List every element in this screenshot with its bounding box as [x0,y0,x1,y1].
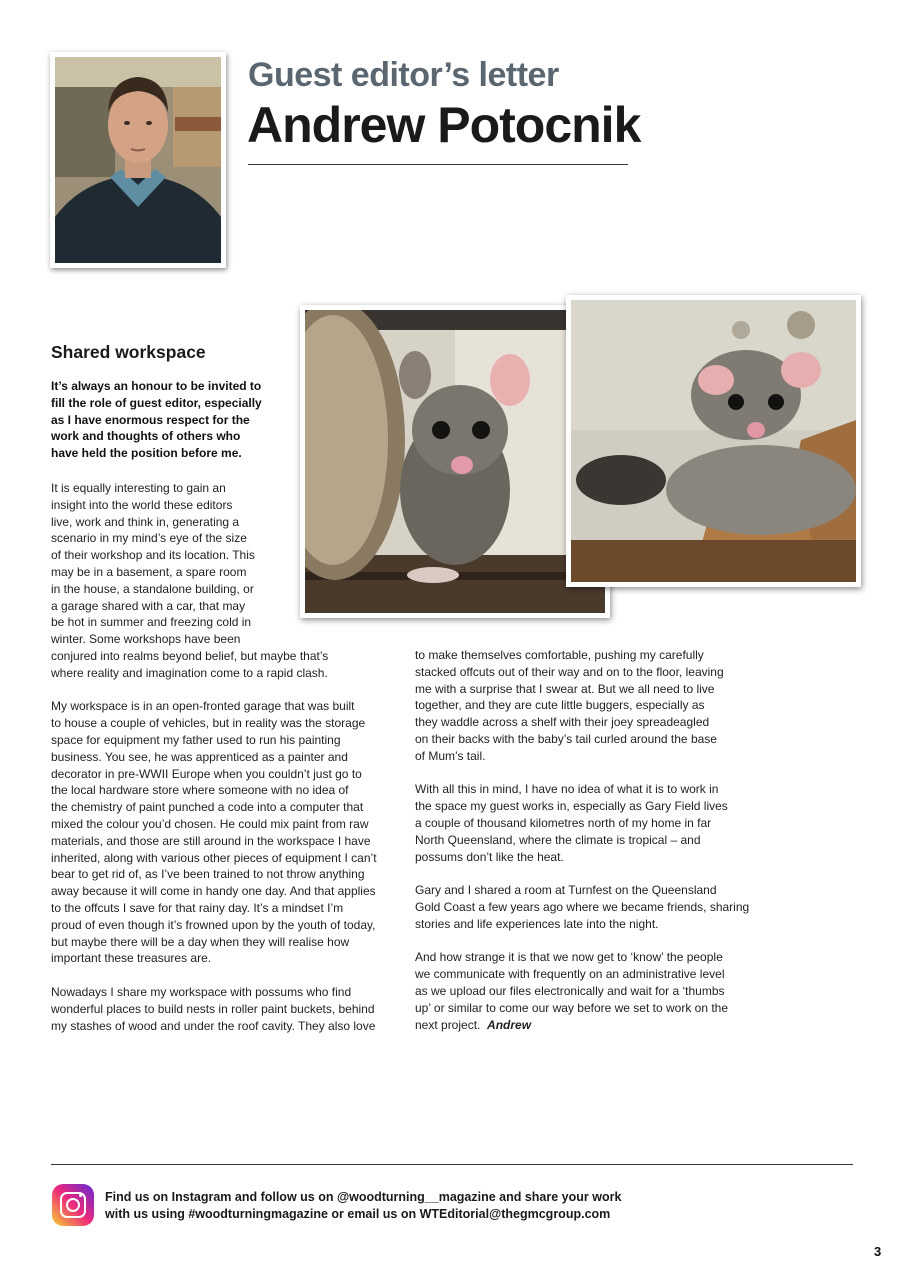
instagram-icon[interactable] [52,1184,94,1226]
body-line: a couple of thousand kilometres north of my home in far [415,815,712,830]
section-heading: Shared workspace [51,342,206,362]
body-line: scenario in my mind’s eye of the size [51,531,247,546]
body-line: Gold Coast a few years ago where we became friends, sharing [415,899,750,914]
body-line [51,967,377,984]
footer-line: Find us on Instagram and follow us on @woodturning__magazine and share your work [105,1190,622,1204]
editor-portrait [50,52,226,268]
body-line: to house a couple of vehicles, but in reality was the storage [51,716,366,731]
instagram-icon-dot [79,1194,82,1197]
body-line: business. You see, he was apprenticed as a painter and [51,749,348,764]
body-right-column [415,647,749,1033]
body-line: we communicate with frequently on an administrative level [415,967,725,982]
body-line: It is equally interesting to gain an [51,481,226,495]
body-line: to make themselves comfortable, pushing my carefully [415,648,704,662]
page-kicker: Guest editor’s letter [248,56,559,94]
body-line: bear to get rid of, as I’ve been trained to not throw anything [51,867,365,882]
closing-text: next project. [415,1017,481,1032]
body-line: possums don’t like the heat. [415,849,564,864]
body-line [415,865,749,882]
body-line: decorator in pre-WWII Europe when you couldn’t just go to [51,766,362,781]
page-number: 3 [874,1244,882,1259]
footer-divider [51,1164,853,1165]
body-line: where reality and imagination come to a rapid clash. [51,665,328,680]
body-line: space for equipment my father used to run his painting [51,732,341,747]
body-line: live, work and think in, generating a [51,514,240,529]
header-divider [248,164,628,165]
body-line: important these treasures are. [51,951,212,966]
body-line: inherited, along with various other pieces of equipment I can’t [51,850,377,865]
page-title: Andrew Potocnik [247,97,641,153]
possum-photo-shelf [566,295,861,587]
body-line: of Mum’s tail. [415,748,486,763]
body-line: stories and life experiences late into the night. [415,916,659,931]
body-line: the local hardware store where someone with no idea of [51,783,349,798]
body-line: insight into the world these editors [51,497,233,512]
intro-line: fill the role of guest editor, especially [51,395,262,410]
body-line: mixed the colour you’d chosen. He could mix paint from raw [51,816,369,831]
body-line: North Queensland, where the climate is tropical – and [415,832,701,847]
body-line: in the house, a standalone building, or [51,581,254,596]
body-line: a garage shared with a car, that may [51,598,246,613]
body-line: Gary and I shared a room at Turnfest on the Queensland [415,883,717,898]
body-line: the chemistry of paint punched a code into a computer that [51,800,364,815]
body-line: stacked offcuts out of their way and on to the floor, leaving [415,664,724,679]
body-line: Nowadays I share my workspace with possums who find [51,984,352,999]
body-line: as we upload our files electronically and wait for a ‘thumbs [415,983,725,998]
intro-line: as I have enormous respect for the [51,412,250,427]
body-line: be hot in summer and freezing cold in [51,615,252,630]
body-line: And how strange it is that we now get to ‘know’ the people [415,950,723,965]
editor-portrait-image [55,57,221,263]
editor-signature: Andrew [487,1017,532,1032]
body-line: conjured into realms beyond belief, but maybe that’s [51,648,329,663]
body-line: winter. Some workshops have been [51,632,241,647]
body-line: together, and they are cute little buggers, especially as [415,698,705,713]
body-line: materials, and those are still around in the workspace I have [51,833,371,848]
body-line: but maybe there will be a day when they will realise how [51,934,350,949]
body-line [415,765,749,782]
closing-line [415,1017,749,1034]
instagram-icon-lens [66,1198,80,1212]
intro-paragraph [51,378,262,462]
body-line: me with a surprise that I swear at. But we all need to live [415,681,715,696]
body-line: proud of even though it’s frowned upon by the youth of today, [51,917,376,932]
body-line: away because it will come in handy one day. And that applies [51,884,376,899]
intro-line: have held the position before me. [51,446,242,461]
body-left-column [51,480,377,1034]
body-line: up’ or similar to come our way before we set to work on the [415,1000,729,1015]
body-line: they waddle across a shelf with their joey spreadeagled [415,715,710,730]
body-line: wonderful places to build nests in roller paint buckets, behind [51,1001,375,1016]
body-line: my stashes of wood and under the roof cavity. They also love [51,1018,376,1033]
intro-line: work and thoughts of others who [51,429,241,444]
possum-shelf-image [571,300,856,582]
body-line: to the offcuts I save for that rainy day. It’s a mindset I’m [51,900,344,915]
intro-line: It’s always an honour to be invited to [51,379,262,393]
footer-line: with us using #woodturningmagazine or email us on WTEditorial@thegmcgroup.com [105,1206,611,1221]
footer-social-text [105,1189,621,1222]
body-line: the space my guest works in, especially as Gary Field lives [415,799,728,814]
body-line: My workspace is in an open-fronted garage that was built [51,699,355,714]
body-line: With all this in mind, I have no idea of what it is to work in [415,782,719,797]
body-line [415,933,749,950]
body-line: on their backs with the baby’s tail curled around the base [415,731,717,746]
body-line [51,682,377,699]
body-line: of their workshop and its location. This [51,548,255,563]
body-line: may be in a basement, a spare room [51,564,247,579]
